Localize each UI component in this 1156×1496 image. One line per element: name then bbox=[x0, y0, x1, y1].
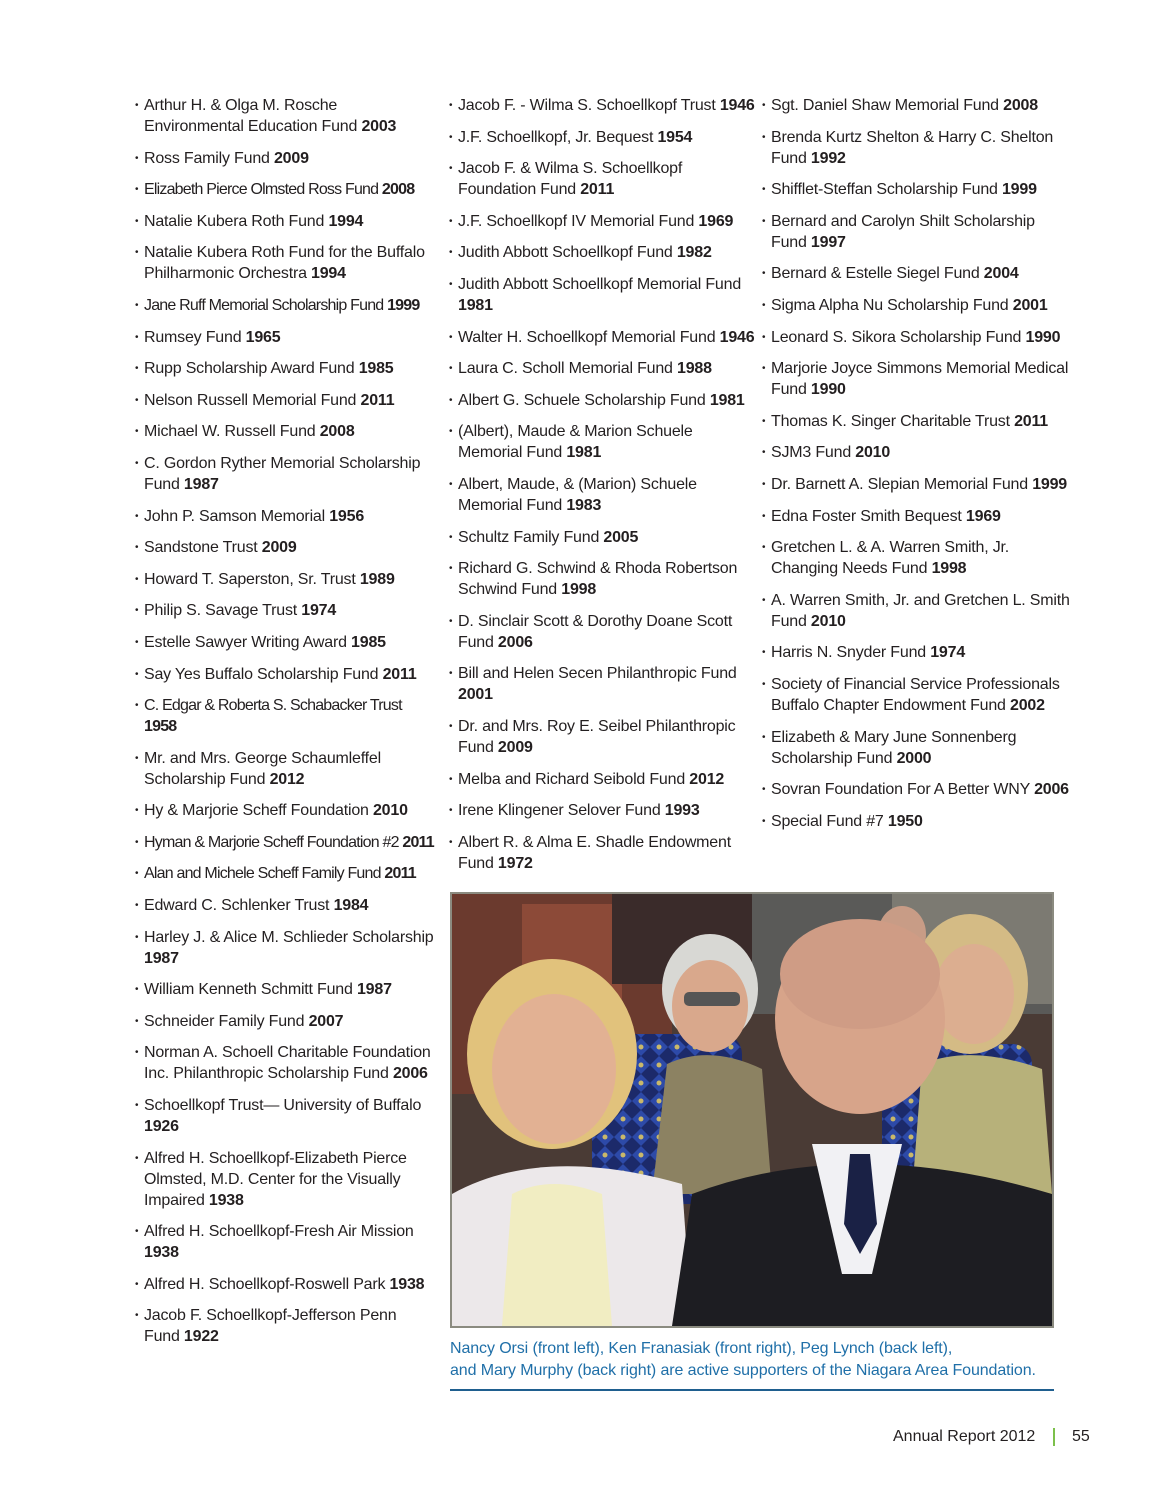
fund-name: Alfred H. Schoellkopf-Roswell Park bbox=[144, 1275, 386, 1293]
fund-name: Society of Financial Service Professionals Buffalo Chapter Endowment Fund bbox=[771, 675, 1060, 714]
fund-list-item bbox=[450, 327, 755, 348]
fund-year: 1999 bbox=[387, 296, 420, 314]
fund-list-item bbox=[136, 569, 436, 590]
fund-name: (Albert), Maude & Marion Schuele Memorial Fund bbox=[458, 423, 693, 462]
fund-year: 1994 bbox=[311, 265, 346, 283]
fund-list-item bbox=[136, 506, 436, 527]
fund-list-item bbox=[450, 390, 755, 411]
fund-year: 1993 bbox=[664, 802, 700, 820]
fund-year: 1987 bbox=[144, 949, 179, 967]
fund-name: Estelle Sawyer Writing Award bbox=[144, 633, 347, 651]
fund-name: Ross Family Fund bbox=[144, 149, 270, 167]
group-photo-illustration bbox=[452, 894, 1052, 1326]
fund-name: Norman A. Schoell Charitable Foundation Inc. Philanthropic Scholarship Fund bbox=[144, 1044, 431, 1083]
fund-year: 1938 bbox=[144, 1244, 179, 1262]
fund-list-item bbox=[763, 327, 1073, 348]
fund-name: Walter H. Schoellkopf Memorial Fund bbox=[458, 328, 716, 346]
fund-year: 1985 bbox=[358, 360, 394, 378]
fund-name: Schultz Family Fund bbox=[458, 528, 600, 546]
fund-year: 2009 bbox=[261, 539, 297, 557]
fund-year: 1969 bbox=[965, 507, 1001, 525]
fund-name: C. Edgar & Roberta S. Schabacker Trust bbox=[144, 697, 402, 715]
caption-line-2: and Mary Murphy (back right) are active supporters of the Niagara Area Foundation. bbox=[450, 1362, 1036, 1379]
fund-year: 1998 bbox=[931, 560, 967, 578]
fund-year: 1946 bbox=[719, 97, 755, 114]
fund-list-item bbox=[136, 1221, 436, 1263]
fund-list-item bbox=[763, 727, 1073, 769]
footer-title: Annual Report 2012 bbox=[893, 1428, 1036, 1445]
fund-year: 1999 bbox=[1001, 181, 1037, 199]
fund-list-item bbox=[136, 600, 436, 621]
fund-list-item bbox=[450, 242, 755, 263]
fund-year: 2011 bbox=[360, 391, 395, 409]
fund-year: 2008 bbox=[381, 181, 415, 199]
fund-name: Bill and Helen Secen Philanthropic Fund bbox=[458, 665, 737, 683]
fund-year: 2010 bbox=[372, 802, 408, 820]
fund-list-item bbox=[763, 411, 1073, 432]
fund-name: Brenda Kurtz Shelton & Harry C. Shelton Fund bbox=[771, 128, 1054, 167]
fund-name: Schoellkopf Trust— University of Buffalo bbox=[144, 1097, 422, 1115]
fund-name: Alan and Michele Scheff Family Fund bbox=[144, 865, 381, 883]
fund-list-item bbox=[136, 927, 436, 969]
fund-name: Hy & Marjorie Scheff Foundation bbox=[144, 802, 369, 820]
fund-name: Shifflet-Steffan Scholarship Fund bbox=[771, 181, 998, 199]
fund-year: 2006 bbox=[497, 633, 533, 651]
fund-year: 1969 bbox=[698, 212, 734, 230]
fund-list-item bbox=[450, 274, 755, 316]
fund-name: Judith Abbott Schoellkopf Fund bbox=[458, 244, 673, 262]
fund-year: 1922 bbox=[183, 1328, 219, 1346]
fund-name: Arthur H. & Olga M. Rosche Environmental Education Fund bbox=[144, 97, 358, 135]
fund-year: 2008 bbox=[319, 423, 355, 441]
fund-year: 2006 bbox=[1034, 781, 1069, 799]
fund-year: 1997 bbox=[810, 233, 846, 251]
fund-list-item bbox=[450, 716, 755, 758]
fund-list-item bbox=[763, 506, 1073, 527]
fund-year: 2010 bbox=[810, 612, 846, 630]
fund-list-item bbox=[450, 832, 755, 874]
fund-year: 1998 bbox=[561, 581, 597, 599]
fund-name: D. Sinclair Scott & Dorothy Doane Scott Fund bbox=[458, 612, 733, 651]
fund-name: Dr. and Mrs. Roy E. Seibel Philanthropic Fund bbox=[458, 717, 736, 756]
fund-list-item bbox=[136, 1042, 436, 1084]
fund-name: Alfred H. Schoellkopf-Elizabeth Pierce Olmsted, M.D. Center for the Visually Impaired bbox=[144, 1149, 407, 1209]
fund-list-item bbox=[136, 1148, 436, 1211]
fund-year: 1987 bbox=[356, 981, 392, 999]
fund-name: Thomas K. Singer Charitable Trust bbox=[771, 412, 1010, 430]
fund-list-item bbox=[763, 474, 1073, 495]
fund-year: 2007 bbox=[308, 1012, 344, 1030]
fund-list-item bbox=[763, 674, 1073, 716]
fund-name: Mr. and Mrs. George Schaumleffel Scholarship Fund bbox=[144, 749, 381, 788]
fund-list-item bbox=[136, 1011, 436, 1032]
fund-list-item bbox=[136, 1305, 436, 1347]
fund-name: Michael W. Russell Fund bbox=[144, 423, 316, 441]
fund-year: 2010 bbox=[855, 444, 891, 462]
fund-name: Albert R. & Alma E. Shadle Endowment Fund bbox=[458, 833, 731, 872]
caption-line-1: Nancy Orsi (front left), Ken Franasiak (front right), Peg Lynch (back left), bbox=[450, 1340, 953, 1357]
fund-name: Jacob F. & Wilma S. Schoellkopf Foundation Fund bbox=[458, 160, 683, 199]
fund-year: 1987 bbox=[183, 475, 219, 493]
fund-name: Judith Abbott Schoellkopf Memorial Fund bbox=[458, 275, 742, 293]
fund-list-item bbox=[763, 295, 1073, 316]
fund-year: 2011 bbox=[382, 665, 417, 683]
fund-name: Rupp Scholarship Award Fund bbox=[144, 360, 355, 378]
fund-name: Schneider Family Fund bbox=[144, 1012, 305, 1030]
fund-name: Harley J. & Alice M. Schlieder Scholarship bbox=[144, 928, 434, 946]
fund-list-item bbox=[763, 127, 1073, 169]
fund-year: 1988 bbox=[677, 360, 712, 378]
fund-list-item bbox=[763, 811, 1073, 832]
fund-list-item bbox=[763, 95, 1073, 116]
fund-year: 1974 bbox=[930, 644, 966, 662]
fund-name: Rumsey Fund bbox=[144, 328, 242, 346]
fund-year: 1992 bbox=[810, 149, 846, 167]
fund-list-item bbox=[136, 695, 436, 737]
fund-list-item bbox=[136, 632, 436, 653]
fund-name: Edna Foster Smith Bequest bbox=[771, 507, 962, 525]
fund-year: 2009 bbox=[273, 149, 309, 167]
fund-year: 1983 bbox=[566, 496, 602, 514]
fund-list-item bbox=[450, 474, 755, 516]
fund-name: Natalie Kubera Roth Fund for the Buffalo Philharmonic Orchestra bbox=[144, 244, 425, 283]
fund-year: 1981 bbox=[566, 444, 602, 462]
fund-list-item bbox=[136, 453, 436, 495]
fund-list-item bbox=[136, 358, 436, 379]
fund-list-item bbox=[136, 832, 436, 853]
fund-name: Bernard & Estelle Siegel Fund bbox=[771, 265, 980, 283]
fund-name: Sgt. Daniel Shaw Memorial Fund bbox=[771, 97, 999, 114]
fund-year: 2004 bbox=[983, 265, 1019, 283]
fund-list-item bbox=[450, 558, 755, 600]
fund-year: 2011 bbox=[384, 865, 416, 883]
fund-list-item bbox=[450, 611, 755, 653]
fund-name: Jacob F. Schoellkopf-Jefferson Penn Fund bbox=[144, 1307, 397, 1346]
fund-year: 1999 bbox=[1032, 475, 1067, 493]
fund-list-item bbox=[450, 95, 755, 116]
fund-list-item bbox=[763, 179, 1073, 200]
fund-list-item bbox=[763, 779, 1073, 800]
fund-year: 2003 bbox=[361, 118, 397, 135]
fund-list-item bbox=[450, 127, 755, 148]
fund-year: 2011 bbox=[402, 833, 434, 851]
fund-list-item bbox=[136, 327, 436, 348]
fund-list-item bbox=[763, 537, 1073, 579]
fund-year: 1982 bbox=[676, 244, 712, 262]
fund-year: 1990 bbox=[1025, 328, 1061, 346]
fund-list-item bbox=[136, 1274, 436, 1295]
fund-name: Irene Klingener Selover Fund bbox=[458, 802, 661, 820]
fund-name: Bernard and Carolyn Shilt Scholarship Fund bbox=[771, 212, 1035, 251]
fund-year: 1981 bbox=[458, 296, 493, 314]
fund-list-item bbox=[136, 664, 436, 685]
fund-year: 1938 bbox=[208, 1191, 244, 1209]
fund-list-item bbox=[450, 527, 755, 548]
fund-name: Sigma Alpha Nu Scholarship Fund bbox=[771, 296, 1009, 314]
fund-year: 1926 bbox=[144, 1118, 179, 1136]
fund-year: 1950 bbox=[887, 812, 923, 830]
fund-year: 1974 bbox=[301, 602, 337, 620]
fund-list-item bbox=[136, 895, 436, 916]
fund-year: 2005 bbox=[603, 528, 639, 546]
fund-year: 1989 bbox=[359, 570, 395, 588]
fund-year: 1965 bbox=[245, 328, 281, 346]
fund-name: Richard G. Schwind & Rhoda Robertson Schwind Fund bbox=[458, 560, 738, 599]
fund-list-item bbox=[763, 358, 1073, 400]
fund-list-item bbox=[450, 800, 755, 821]
fund-name: William Kenneth Schmitt Fund bbox=[144, 981, 353, 999]
fund-list bbox=[450, 95, 755, 874]
footer-separator bbox=[1053, 1428, 1055, 1446]
fund-name: Philip S. Savage Trust bbox=[144, 602, 298, 620]
group-photo bbox=[450, 892, 1054, 1328]
fund-list-item bbox=[136, 179, 436, 200]
fund-year: 2002 bbox=[1010, 696, 1045, 714]
fund-name: Harris N. Snyder Fund bbox=[771, 644, 926, 662]
fund-list-item bbox=[136, 800, 436, 821]
fund-list-item bbox=[136, 537, 436, 558]
fund-name: Special Fund #7 bbox=[771, 812, 884, 830]
fund-name: Edward C. Schlenker Trust bbox=[144, 897, 330, 915]
fund-year: 2008 bbox=[1003, 97, 1038, 114]
fund-name: Alfred H. Schoellkopf-Fresh Air Mission bbox=[144, 1223, 414, 1241]
fund-list-item bbox=[136, 295, 436, 316]
fund-column-3 bbox=[763, 95, 1073, 842]
fund-list bbox=[763, 95, 1073, 832]
page-number: 55 bbox=[1072, 1428, 1090, 1445]
fund-year: 2011 bbox=[1014, 412, 1049, 430]
fund-list-item bbox=[763, 590, 1073, 632]
fund-name: John P. Samson Memorial bbox=[144, 507, 325, 525]
fund-year: 1946 bbox=[719, 328, 755, 346]
fund-list-item bbox=[136, 863, 436, 884]
fund-name: Marjorie Joyce Simmons Memorial Medical Fund bbox=[771, 360, 1069, 399]
fund-year: 1990 bbox=[810, 381, 846, 399]
fund-list-item bbox=[136, 148, 436, 169]
fund-list-item bbox=[763, 211, 1073, 253]
fund-year: 2012 bbox=[689, 770, 725, 788]
fund-name: J.F. Schoellkopf, Jr. Bequest bbox=[458, 128, 654, 146]
fund-list-item bbox=[136, 95, 436, 137]
fund-year: 1981 bbox=[709, 391, 745, 409]
fund-name: SJM3 Fund bbox=[771, 444, 852, 462]
fund-list-item bbox=[450, 211, 755, 232]
fund-year: 2001 bbox=[458, 686, 493, 704]
fund-year: 2000 bbox=[896, 749, 932, 767]
fund-name: Melba and Richard Seibold Fund bbox=[458, 770, 686, 788]
fund-name: Leonard S. Sikora Scholarship Fund bbox=[771, 328, 1022, 346]
fund-name: Laura C. Scholl Memorial Fund bbox=[458, 360, 673, 378]
fund-list-item bbox=[450, 663, 755, 705]
fund-list-item bbox=[136, 421, 436, 442]
fund-list-item bbox=[136, 211, 436, 232]
fund-year: 2006 bbox=[392, 1065, 428, 1083]
fund-year: 2011 bbox=[580, 181, 615, 199]
fund-list-item bbox=[450, 358, 755, 379]
fund-year: 1954 bbox=[657, 128, 693, 146]
fund-year: 1994 bbox=[328, 212, 364, 230]
fund-column-1 bbox=[136, 95, 436, 1358]
fund-list-item bbox=[136, 979, 436, 1000]
fund-year: 1938 bbox=[389, 1275, 425, 1293]
fund-year: 1984 bbox=[333, 897, 369, 915]
caption-rule bbox=[450, 1389, 1054, 1391]
fund-list-item bbox=[450, 769, 755, 790]
fund-name: Hyman & Marjorie Scheff Foundation #2 bbox=[144, 833, 399, 851]
fund-list-item bbox=[136, 748, 436, 790]
fund-name: Natalie Kubera Roth Fund bbox=[144, 212, 325, 230]
fund-name: Albert G. Schuele Scholarship Fund bbox=[458, 391, 706, 409]
fund-name: Howard T. Saperston, Sr. Trust bbox=[144, 570, 356, 588]
fund-list-item bbox=[763, 442, 1073, 463]
fund-list-item bbox=[450, 158, 755, 200]
fund-year: 2001 bbox=[1012, 296, 1048, 314]
fund-list-item bbox=[136, 390, 436, 411]
fund-year: 2009 bbox=[497, 738, 533, 756]
fund-list-item bbox=[136, 1095, 436, 1137]
fund-list-item bbox=[763, 263, 1073, 284]
fund-year: 1972 bbox=[497, 854, 533, 872]
fund-year: 1985 bbox=[351, 633, 386, 651]
fund-name: Say Yes Buffalo Scholarship Fund bbox=[144, 665, 379, 683]
photo-caption bbox=[450, 1338, 1060, 1382]
fund-name: Jane Ruff Memorial Scholarship Fund bbox=[144, 296, 384, 314]
fund-name: Sandstone Trust bbox=[144, 539, 258, 557]
fund-name: Nelson Russell Memorial Fund bbox=[144, 391, 357, 409]
fund-name: Elizabeth & Mary June Sonnenberg Scholarship Fund bbox=[771, 728, 1017, 767]
fund-name: J.F. Schoellkopf IV Memorial Fund bbox=[458, 212, 695, 230]
fund-list-item bbox=[136, 242, 436, 284]
fund-name: C. Gordon Ryther Memorial Scholarship Fund bbox=[144, 454, 421, 493]
fund-name: Dr. Barnett A. Slepian Memorial Fund bbox=[771, 475, 1028, 493]
fund-year: 1958 bbox=[144, 718, 177, 736]
fund-year: 1956 bbox=[329, 507, 365, 525]
fund-list bbox=[136, 95, 436, 1347]
fund-list-item bbox=[763, 642, 1073, 663]
fund-year: 2012 bbox=[269, 770, 305, 788]
fund-name: A. Warren Smith, Jr. and Gretchen L. Smith Fund bbox=[771, 591, 1070, 630]
fund-name: Gretchen L. & A. Warren Smith, Jr. Changing Needs Fund bbox=[771, 539, 1010, 578]
fund-name: Sovran Foundation For A Better WNY bbox=[771, 781, 1030, 799]
fund-name: Albert, Maude, & (Marion) Schuele Memorial Fund bbox=[458, 475, 697, 514]
fund-list-item bbox=[450, 421, 755, 463]
fund-column-2 bbox=[450, 95, 755, 884]
fund-name: Elizabeth Pierce Olmsted Ross Fund bbox=[144, 181, 379, 199]
fund-name: Jacob F. - Wilma S. Schoellkopf Trust bbox=[458, 97, 716, 114]
